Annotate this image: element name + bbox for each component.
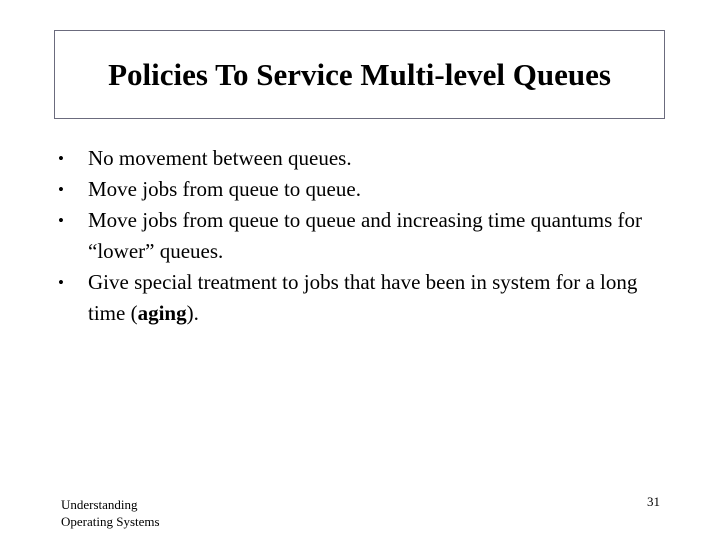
bullet-text-before: Give special treatment to jobs that have been in system for a long time (: [88, 270, 638, 325]
bullet-dot-icon: •: [58, 273, 64, 292]
footer-line-1: Understanding: [61, 497, 138, 512]
bullet-bold-term: aging: [137, 301, 187, 325]
bullet-item: [58, 174, 668, 205]
footer-book-title: [61, 496, 160, 530]
bullet-item: [58, 267, 668, 329]
bullet-list: [58, 143, 668, 329]
title-box: [54, 30, 665, 119]
bullet-text: Move jobs from queue to queue and increasing time quantums for “lower” queues.: [88, 208, 643, 263]
bullet-dot-icon: •: [58, 180, 64, 199]
bullet-dot-icon: •: [58, 149, 64, 168]
page-number: 31: [647, 494, 660, 509]
footer-line-2: Operating Systems: [61, 514, 160, 529]
bullet-text: No movement between queues.: [88, 146, 352, 170]
bullet-dot-icon: •: [58, 211, 64, 230]
bullet-item: [58, 205, 668, 267]
slide-title: Policies To Service Multi-level Queues: [108, 56, 611, 92]
bullet-text: Move jobs from queue to queue.: [88, 177, 361, 201]
bullet-text-after: ).: [186, 301, 199, 325]
bullet-item: [58, 143, 668, 174]
